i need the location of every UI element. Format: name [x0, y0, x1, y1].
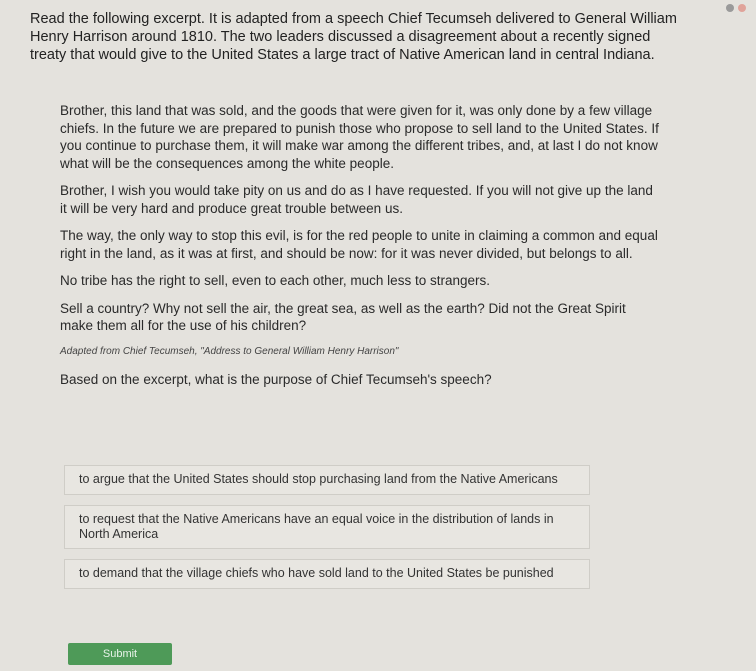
answer-choice-2[interactable]: to request that the Native Americans have an equal voice in the distribution of lands in North America — [64, 505, 590, 549]
answer-choice-3[interactable]: to demand that the village chiefs who have sold land to the United States be punished — [64, 559, 590, 589]
excerpt-paragraph-4: No tribe has the right to sell, even to each other, much less to strangers. — [60, 273, 490, 288]
status-dot-accent-icon — [738, 4, 746, 12]
submit-button[interactable]: Submit — [68, 643, 172, 665]
excerpt-source: Adapted from Chief Tecumseh, "Address to General William Henry Harrison" — [60, 345, 399, 357]
speech-excerpt — [60, 102, 660, 398]
intro-text: Read the following excerpt. It is adapted from a speech Chief Tecumseh delivered to General William Henry Harrison around 1810. The two leaders discussed a disagreement about a recently signed treaty that would give to the United States a large tract of Native American land in central Indiana. — [30, 11, 677, 63]
answer-choice-1[interactable]: to argue that the United States should stop purchasing land from the Native Americans — [64, 465, 590, 495]
status-dot-icon — [726, 4, 734, 12]
status-dots — [726, 4, 746, 12]
excerpt-paragraph-3: The way, the only way to stop this evil, is for the red people to unite in claiming a common and equal right in the land, as it was at first, and should be now: for it was never divided, but belongs to all. — [60, 228, 658, 261]
question-prompt: Based on the excerpt, what is the purpose of Chief Tecumseh's speech? — [60, 371, 492, 387]
excerpt-paragraph-2: Brother, I wish you would take pity on us and do as I have requested. If you will not give up the land it will be very hard and produce great trouble between us. — [60, 183, 653, 216]
answer-choices — [64, 465, 590, 599]
excerpt-paragraph-1: Brother, this land that was sold, and the goods that were given for it, was only done by a few village chiefs. In the future we are prepared to punish those who propose to sell land to the United States. If you continue to purchase them, it will make war among the different tribes, and, at last I do not know what will be the consequences among the white people. — [60, 103, 659, 171]
excerpt-paragraph-5: Sell a country? Why not sell the air, the great sea, as well as the earth? Did not the Great Spirit make them all for the use of his children? — [60, 300, 626, 333]
